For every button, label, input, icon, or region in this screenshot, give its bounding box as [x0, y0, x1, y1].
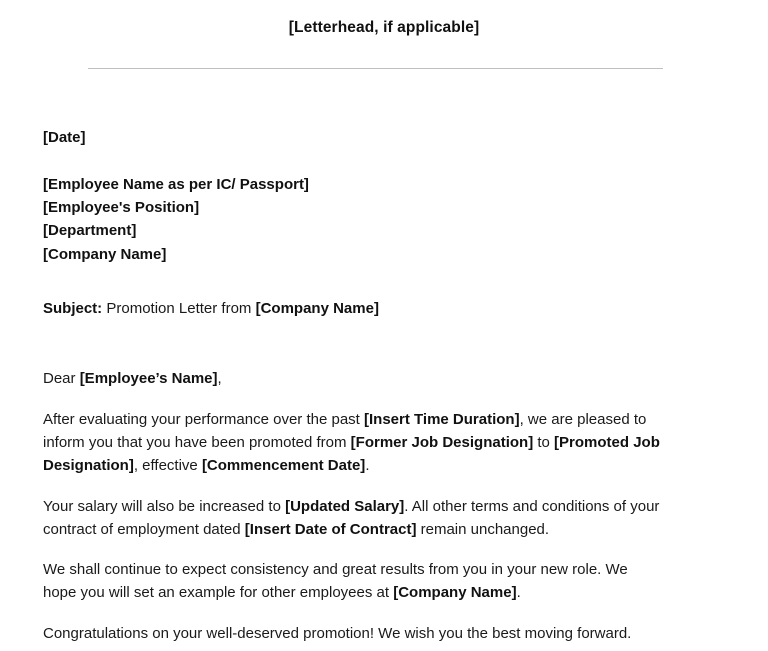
- body-text: After evaluating your performance over the past: [43, 410, 365, 428]
- placeholder-field: [Commencement Date]: [201, 456, 366, 474]
- recipient-name: [Employee Name as per IC/ Passport]: [43, 175, 309, 193]
- body-text: , effective: [133, 456, 202, 474]
- subject-company: [Company Name]: [255, 299, 379, 317]
- placeholder-field: [Insert Date of Contract]: [244, 520, 417, 538]
- salutation-name: [Employee’s Name]: [79, 370, 218, 388]
- paragraph-expectations: [43, 559, 660, 605]
- salutation-greeting: Dear: [43, 370, 80, 388]
- letter-body: [0, 127, 768, 646]
- body-text: remain unchanged.: [416, 520, 550, 538]
- letterhead-placeholder: [Letterhead, if applicable]: [288, 19, 480, 36]
- header-divider: [88, 68, 663, 69]
- body-text: .: [365, 456, 370, 474]
- recipient-company: [Company Name]: [43, 245, 167, 263]
- body-text: , we are pleased to inform you that you have been promoted from: [43, 410, 647, 451]
- placeholder-field: [Promoted Job Designation]: [43, 433, 660, 474]
- subject-text: Promotion Letter from: [102, 299, 256, 317]
- salutation-comma: ,: [217, 370, 222, 388]
- placeholder-field: [Company Name]: [393, 584, 517, 602]
- recipient-address-block: [43, 173, 660, 266]
- body-text: Congratulations on your well-deserved promotion! We wish you the best moving forward.: [43, 625, 632, 643]
- placeholder-field: [Former Job Designation]: [350, 433, 534, 451]
- body-text: .: [516, 584, 521, 602]
- letter-paragraphs: [43, 409, 660, 647]
- placeholder-field: [Insert Time Duration]: [364, 410, 520, 428]
- date-placeholder: [Date]: [43, 129, 86, 146]
- recipient-department: [Department]: [43, 222, 137, 240]
- paragraph-promotion-announcement: [43, 409, 660, 478]
- subject-label: Subject:: [43, 299, 103, 317]
- placeholder-field: [Updated Salary]: [285, 497, 405, 515]
- body-text: to: [533, 433, 555, 451]
- body-text: We shall continue to expect consistency and great results from you in your new role. We hope you will set an example for other employees at: [43, 561, 628, 602]
- paragraph-congratulations: [43, 623, 660, 646]
- subject-line: [43, 298, 660, 321]
- paragraph-salary-terms: [43, 496, 660, 542]
- salutation-line: [43, 368, 660, 391]
- recipient-position: [Employee's Position]: [43, 199, 200, 216]
- body-text: Your salary will also be increased to: [43, 497, 286, 515]
- body-text: . All other terms and conditions of your contract of employment dated: [43, 497, 660, 538]
